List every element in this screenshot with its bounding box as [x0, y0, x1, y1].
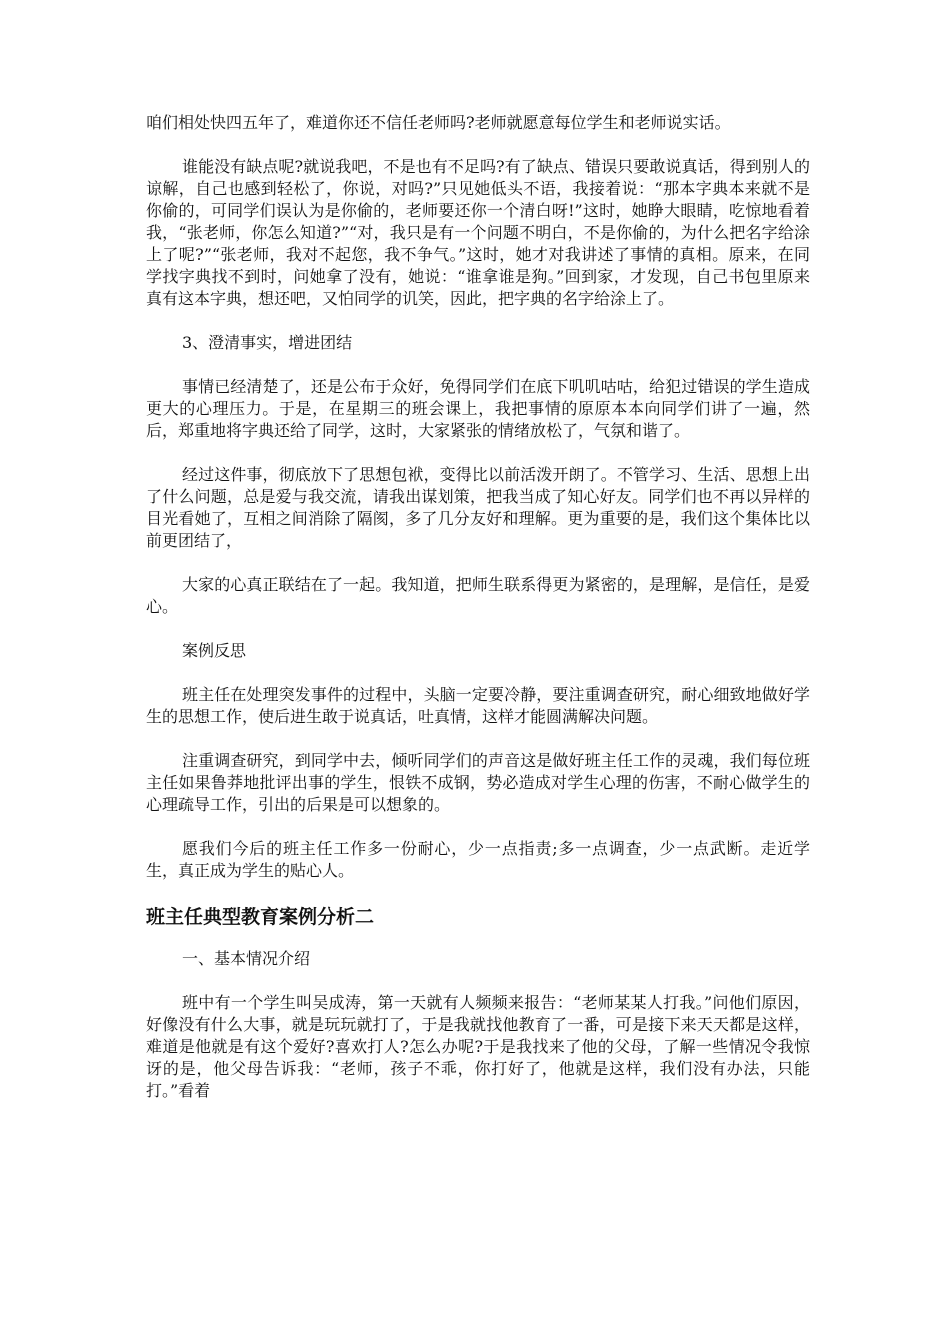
paragraph-12: 班中有一个学生叫吴成涛，第一天就有人频频来报告：“老师某某人打我。”问他们原因，好像没有什么大事，就是玩玩就打了，于是我就找他教育了一番，可是接下来天天都是这样，难道是他就是有这个爱好?喜欢打人?怎么办呢?于是我找来了他的父母，了解一些情况令我惊讶的是，他父母告诉我：“老师，孩子不乖，你打好了，他就是这样，我们没有办法，只能打。”看着 — [146, 993, 810, 1100]
document-page — [146, 112, 810, 1124]
section-heading: 班主任典型教育案例分析二 — [146, 906, 375, 928]
paragraph-5: 经过这件事，彻底放下了思想包袱，变得比以前活泼开朗了。不管学习、生活、思想上出了什么问题，总是爱与我交流，请我出谋划策，把我当成了知心好友。同学们也不再以异样的目光看她了，互相之间消除了隔阂，多了几分友好和理解。更为重要的是，我们这个集体比以前更团结了， — [146, 465, 810, 550]
subheading-case-reflection: 案例反思 — [182, 641, 247, 660]
paragraph-10: 愿我们今后的班主任工作多一份耐心，少一点指责;多一点调查，少一点武断。走近学生，真正成为学生的贴心人。 — [146, 839, 810, 880]
paragraph-9: 注重调查研究，到同学中去，倾听同学们的声音这是做好班主任工作的灵魂，我们每位班主任如果鲁莽地批评出事的学生，恨铁不成钢，势必造成对学生心理的伤害，不耐心做学生的心理疏导工作，引出的后果是可以想象的。 — [146, 751, 810, 814]
subheading-basic-info: 一、基本情况介绍 — [182, 949, 311, 968]
paragraph-6: 大家的心真正联结在了一起。我知道，把师生联系得更为紧密的，是理解，是信任，是爱心。 — [146, 575, 810, 616]
subheading-clarify-facts: 3、澄清事实，增进团结 — [182, 333, 353, 352]
paragraph-1: 咱们相处快四五年了，难道你还不信任老师吗?老师就愿意每位学生和老师说实话。 — [146, 113, 731, 132]
paragraph-2: 谁能没有缺点呢?就说我吧，不是也有不足吗?有了缺点、错误只要敢说真话，得到别人的谅解，自己也感到轻松了，你说，对吗?”只见她低头不语，我接着说：“那本字典本来就不是你偷的，可同学们误认为是你偷的，老师要还你一个清白呀!”这时，她睁大眼睛，吃惊地看着我，“张老师，你怎么知道?”“对，我只是有一个问题不明白，不是你偷的，为什么把名字给涂上了呢?”“张老师，我对不起您，我不争气。”这时，她才对我讲述了事情的真相。原来，在同学找字典找不到时，问她拿了没有，她说：“谁拿谁是狗。”回到家，才发现，自己书包里原来真有这本字典，想还吧，又怕同学的讥笑，因此，把字典的名字给涂上了。 — [146, 157, 810, 308]
paragraph-4: 事情已经清楚了，还是公布于众好，免得同学们在底下叽叽咕咕，给犯过错误的学生造成更大的心理压力。于是，在星期三的班会课上，我把事情的原原本本向同学们讲了一遍，然后，郑重地将字典还给了同学，这时，大家紧张的情绪放松了，气氛和谐了。 — [146, 377, 810, 440]
paragraph-8: 班主任在处理突发事件的过程中，头脑一定要冷静，要注重调查研究，耐心细致地做好学生的思想工作，使后进生敢于说真话，吐真情，这样才能圆满解决问题。 — [146, 685, 810, 726]
